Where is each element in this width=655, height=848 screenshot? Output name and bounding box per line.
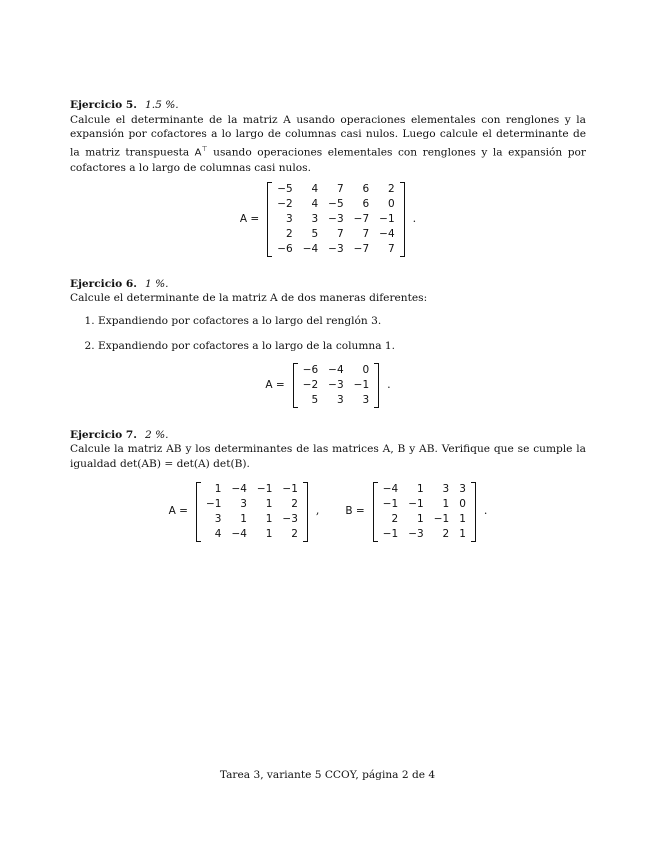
- matrix-entry: 5: [311, 227, 319, 240]
- exercise-6-display: [70, 363, 586, 408]
- list-item: 2. Expandiendo por cofactores a lo largo de la columna 1.: [98, 339, 586, 354]
- matrix-entry: 2: [391, 512, 399, 525]
- matrix-entry: 7: [336, 227, 344, 240]
- matrix-row: [201, 527, 303, 542]
- matrix-entry: −1: [353, 378, 370, 391]
- matrix-entry: 2: [286, 227, 293, 240]
- matrix-entry: −4: [328, 363, 344, 376]
- matrix-table: [378, 482, 471, 542]
- matrix-row: [378, 482, 471, 497]
- exercise-7-lhs-b: B =: [345, 505, 365, 518]
- matrix-entry: 1: [265, 497, 273, 510]
- matrix-entry: −3: [328, 378, 344, 391]
- exercise-6-list: [70, 314, 586, 354]
- matrix-entry: 7: [336, 182, 344, 195]
- matrix-entry: 3: [286, 212, 293, 225]
- matrix-entry: 7: [387, 242, 395, 255]
- matrix-row: [272, 227, 399, 242]
- matrix-row: [378, 512, 471, 527]
- exercise-6: [70, 277, 586, 408]
- matrix-entry: 1: [459, 512, 466, 525]
- matrix-row: [201, 512, 303, 527]
- page-content: [70, 98, 586, 562]
- matrix-a-ex6: [293, 363, 379, 408]
- matrix-entry: 1: [240, 512, 247, 525]
- exercise-7-display: [70, 482, 586, 542]
- matrix-entry: 1: [214, 482, 222, 495]
- exercise-7-period: .: [483, 504, 488, 518]
- exercise-5-statement: [70, 113, 586, 176]
- matrix-entry: −1: [205, 497, 222, 510]
- matrix-entry: 4: [311, 197, 319, 210]
- matrix-entry: −6: [277, 242, 293, 255]
- matrix-entry: 1: [417, 482, 424, 495]
- exercise-5-display: [70, 182, 586, 257]
- exercise-7-title: [70, 428, 586, 443]
- matrix-entry: 5: [311, 393, 319, 406]
- exercise-6-weight: 1 %.: [145, 277, 169, 290]
- matrix-entry: 1: [442, 497, 450, 510]
- exercise-7: [70, 428, 586, 542]
- matrix-row: [378, 527, 471, 542]
- list-item: 1. Expandiendo por cofactores a lo largo del renglón 3.: [98, 314, 586, 329]
- exercise-5-period: .: [412, 211, 417, 225]
- matrix-entry: 2: [291, 527, 298, 540]
- matrix-entry: −3: [408, 527, 424, 540]
- exercise-7-label: Ejercicio 7.: [70, 428, 137, 441]
- matrix-entry: −4: [382, 482, 399, 495]
- matrix-row: [298, 378, 374, 393]
- page-footer: Tarea 3, variante 5 CCOY, página 2 de 4: [219, 769, 436, 781]
- matrix-entry: 2: [442, 527, 450, 540]
- matrix-entry: −2: [302, 378, 319, 391]
- matrix-a-ex7: [196, 482, 308, 542]
- matrix-entry: −4: [379, 227, 395, 240]
- matrix-entry: −4: [231, 527, 247, 540]
- matrix-entry: 0: [459, 497, 466, 510]
- exercise-6-period: .: [387, 378, 391, 392]
- matrix-entry: −3: [282, 512, 298, 525]
- matrix-entry: −1: [382, 527, 399, 540]
- exercise-5-label: Ejercicio 5.: [70, 99, 137, 111]
- matrix-entry: 3: [442, 482, 450, 495]
- matrix-entry: 2: [291, 497, 298, 510]
- matrix-row: [272, 242, 399, 257]
- matrix-entry: 3: [336, 393, 344, 406]
- matrix-entry: −1: [256, 482, 273, 495]
- matrix-entry: 4: [311, 182, 319, 195]
- matrix-entry: −1: [382, 497, 399, 510]
- matrix-entry: −1: [282, 482, 298, 495]
- matrix-entry: −7: [353, 242, 370, 255]
- exercise-7-weight: 2 %.: [145, 428, 169, 441]
- matrix-entry: 1: [265, 527, 273, 540]
- transpose-symbol: ⊤: [201, 144, 208, 153]
- matrix-entry: 6: [362, 197, 370, 210]
- matrix-entry: −6: [302, 363, 319, 376]
- matrix-table: [272, 182, 399, 257]
- matrix-table: [201, 482, 303, 542]
- matrix-entry: 2: [387, 182, 395, 195]
- matrix-table: [298, 363, 374, 408]
- matrix-entry: −3: [328, 212, 344, 225]
- matrix-entry: −5: [328, 197, 344, 210]
- exercise-5-weight: 1.5 %.: [145, 99, 179, 111]
- matrix-entry: 0: [362, 363, 370, 376]
- matrix-entry: −4: [231, 482, 247, 495]
- matrix-entry: 3: [459, 482, 466, 495]
- exercise-7-statement: Calcule la matriz AB y los determinantes de las matrices A, B y AB. Verifique que se cumple la igualdad det(AB) = det(A) det(B).: [70, 443, 586, 471]
- matrix-entry: −1: [433, 512, 450, 525]
- matrix-entry: 1: [417, 512, 424, 525]
- exercise-6-statement: Calcule el determinante de la matriz A de dos maneras diferentes:: [70, 292, 428, 305]
- exercise-5-title: [70, 98, 586, 113]
- matrix-row: [378, 497, 471, 512]
- exercise-5-matrix-symbol: A: [194, 147, 202, 159]
- exercise-5: [70, 98, 586, 257]
- matrix-entry: −3: [328, 242, 344, 255]
- matrix-a-ex5: [267, 182, 404, 257]
- matrix-entry: −7: [353, 212, 370, 225]
- exercise-6-lhs: A =: [265, 379, 285, 392]
- matrix-b-ex7: [373, 482, 476, 542]
- matrix-row: [201, 497, 303, 512]
- matrix-entry: −5: [277, 182, 293, 195]
- exercise-6-title: [70, 277, 586, 292]
- matrix-row: [201, 482, 303, 497]
- exercise-7-lhs-a: A =: [168, 505, 188, 518]
- matrix-entry: 3: [214, 512, 222, 525]
- matrix-entry: −1: [379, 212, 395, 225]
- matrix-entry: 3: [240, 497, 247, 510]
- matrix-entry: −4: [302, 242, 319, 255]
- exercise-5-text-2: usando operaciones elementales con renglones y la expansión por cofactores a lo largo de columnas casi nulos.: [70, 146, 586, 174]
- matrix-entry: 6: [362, 182, 370, 195]
- matrix-entry: 3: [362, 393, 370, 406]
- matrix-entry: 0: [387, 197, 395, 210]
- matrix-entry: 7: [362, 227, 370, 240]
- exercise-5-text-1: Calcule el determinante de la matriz A usando operaciones elementales con renglones y la expansión por cofactores a lo largo de columnas casi nulos. Luego calcule el determinante de la matriz transpuesta: [70, 113, 586, 159]
- matrix-row: [298, 363, 374, 378]
- matrix-entry: 3: [311, 212, 319, 225]
- matrix-entry: 1: [459, 527, 466, 540]
- matrix-entry: 1: [265, 512, 273, 525]
- matrix-entry: −2: [277, 197, 293, 210]
- matrix-row: [298, 393, 374, 408]
- exercise-5-lhs: A =: [239, 212, 260, 225]
- matrix-row: [272, 197, 399, 212]
- matrix-entry: −1: [408, 497, 424, 510]
- exercise-6-label: Ejercicio 6.: [70, 277, 137, 290]
- matrix-row: [272, 182, 399, 197]
- matrix-row: [272, 212, 399, 227]
- matrix-entry: 4: [214, 527, 222, 540]
- exercise-7-comma: ,: [315, 504, 320, 518]
